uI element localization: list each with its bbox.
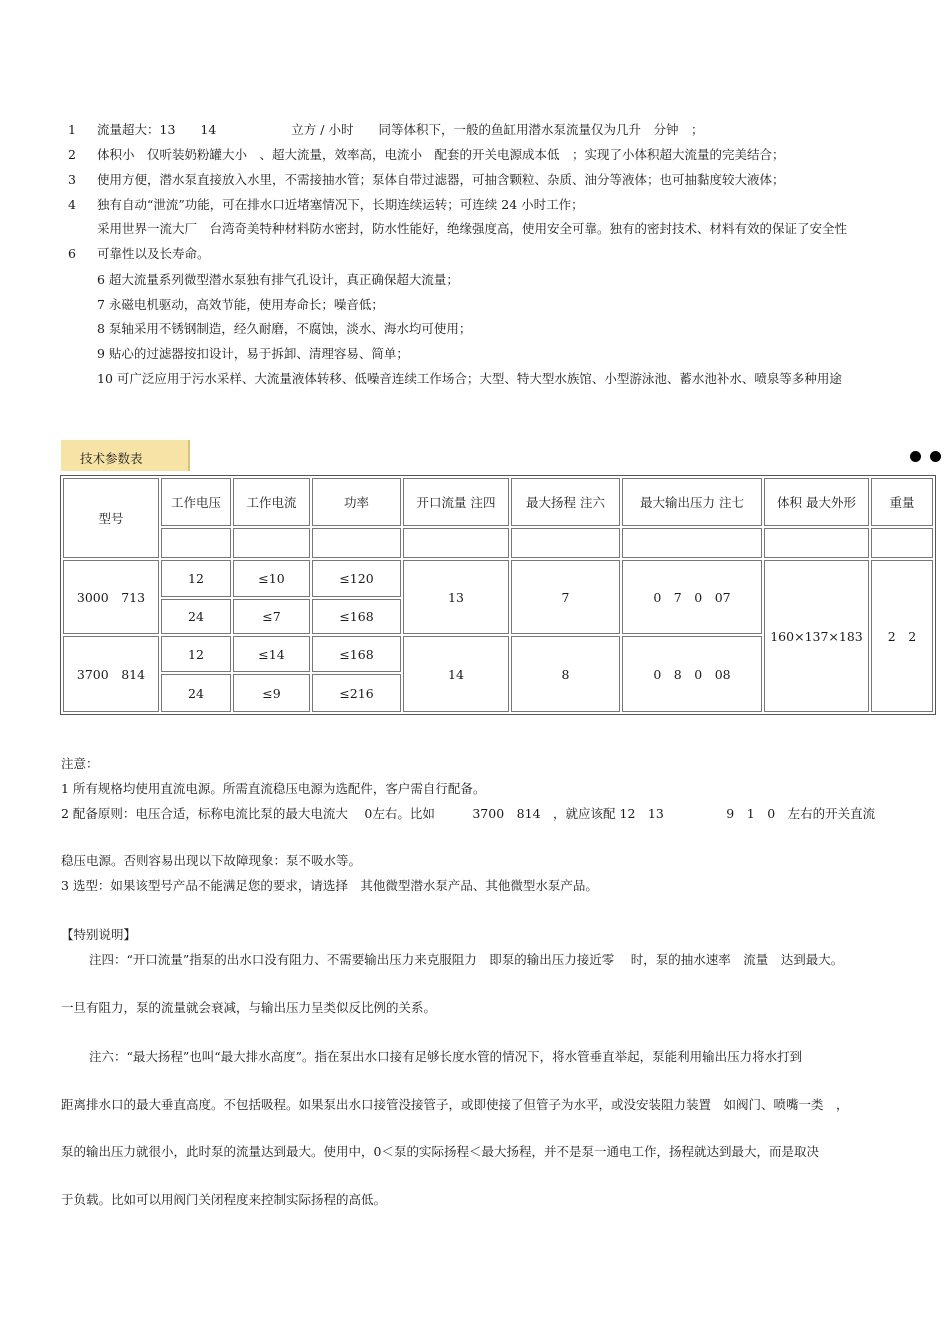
special-title: 【特别说明】 — [61, 927, 137, 942]
table-row: 3700 814 12 ≤14 ≤168 14 8 0 8 0 08 — [63, 636, 933, 672]
list-item: 9 贴心的过滤器按扣设计，易于拆卸、清理容易、简单； — [97, 346, 409, 361]
table-row: 3000 713 12 ≤10 ≤120 13 7 0 7 0 07 160×137×183 2 2 — [63, 560, 933, 597]
header-power: 功率 — [312, 478, 401, 526]
weight-cell: 2 2 — [871, 560, 933, 712]
note-item: 稳压电源。否则容易出现以下故障现象：泵不吸水等。 — [61, 853, 362, 868]
dot-icon — [930, 451, 941, 462]
note-item: 3 选型：如果该型号产品不能满足您的要求，请选择 其他微型潜水泵产品、其他微型水泵产品。 — [61, 878, 598, 893]
dots-decoration — [910, 450, 950, 465]
section-title-banner — [61, 440, 190, 471]
special-paragraph: 于负载。比如可以用阀门关闭程度来控制实际扬程的高低。 — [61, 1192, 387, 1207]
header-weight: 重量 — [871, 478, 933, 526]
header-current: 工作电流 — [233, 478, 310, 526]
header-size: 体积 最大外形 — [764, 478, 869, 526]
list-item: 10 可广泛应用于污水采样、大流量液体转移、低噪音连续工作场合；大型、特大型水族馆、小型游泳池、蓄水池补水、喷泉等多种用途 — [97, 371, 842, 386]
size-cell: 160×137×183 — [764, 560, 869, 712]
header-pressure: 最大输出压力 注七 — [622, 478, 762, 526]
dot-icon — [910, 451, 921, 462]
header-model: 型号 — [63, 478, 159, 558]
special-paragraph: 注六：“最大扬程”也叫“最大排水高度”。指在泵出水口接有足够长度水管的情况下，将水管垂直举起，泵能利用输出压力将水打到 — [89, 1049, 803, 1064]
special-paragraph: 距离排水口的最大垂直高度。不包括吸程。如果泵出水口接管没接管子，或即使接了但管子为水平，或没安装阻力装置 如阀门、喷嘴一类 ， — [61, 1097, 849, 1112]
table-row: 24 ≤7 ≤168 — [63, 599, 933, 634]
model-cell: 3000 713 — [63, 560, 159, 634]
header-flow: 开口流量 注四 — [403, 478, 509, 526]
note-item: 2 配备原则：电压合适，标称电流比泵的最大电流大 0左右。比如 3700 814 ，就应该配 12 13 9 1 0 左右的开关直流 — [61, 806, 876, 821]
special-paragraph: 泵的输出压力就很小，此时泵的流量达到最大。使用中，0＜泵的实际扬程＜最大扬程，并不是泵一通电工作，扬程就达到最大，而是取决 — [61, 1144, 819, 1159]
list-item: 7 永磁电机驱动，高效节能，使用寿命长；噪音低； — [97, 297, 384, 312]
table-unit-row — [63, 528, 933, 558]
table-row: 24 ≤9 ≤216 — [63, 674, 933, 712]
notes-title: 注意： — [61, 756, 99, 771]
table-header-row — [63, 478, 933, 526]
model-cell: 3700 814 — [63, 636, 159, 712]
list-item: 6 超大流量系列微型潜水泵独有排气孔设计，真正确保超大流量； — [97, 272, 459, 287]
note-item: 1 所有规格均使用直流电源。所需直流稳压电源为选配件，客户需自行配备。 — [61, 781, 486, 796]
special-paragraph: 注四：“开口流量”指泵的出水口没有阻力、不需要输出压力来克服阻力 即泵的输出压力接近零 时，泵的抽水速率 流量 达到最大。 — [89, 952, 844, 967]
header-head: 最大扬程 注六 — [511, 478, 620, 526]
spec-table — [60, 475, 936, 715]
section-title: 技术参数表 — [80, 451, 143, 466]
header-voltage: 工作电压 — [161, 478, 231, 526]
special-paragraph: 一旦有阻力，泵的流量就会衰减，与输出压力呈类似反比例的关系。 — [61, 1000, 437, 1015]
list-item: 8 泵轴采用不锈钢制造，经久耐磨，不腐蚀，淡水、海水均可使用； — [97, 321, 472, 336]
